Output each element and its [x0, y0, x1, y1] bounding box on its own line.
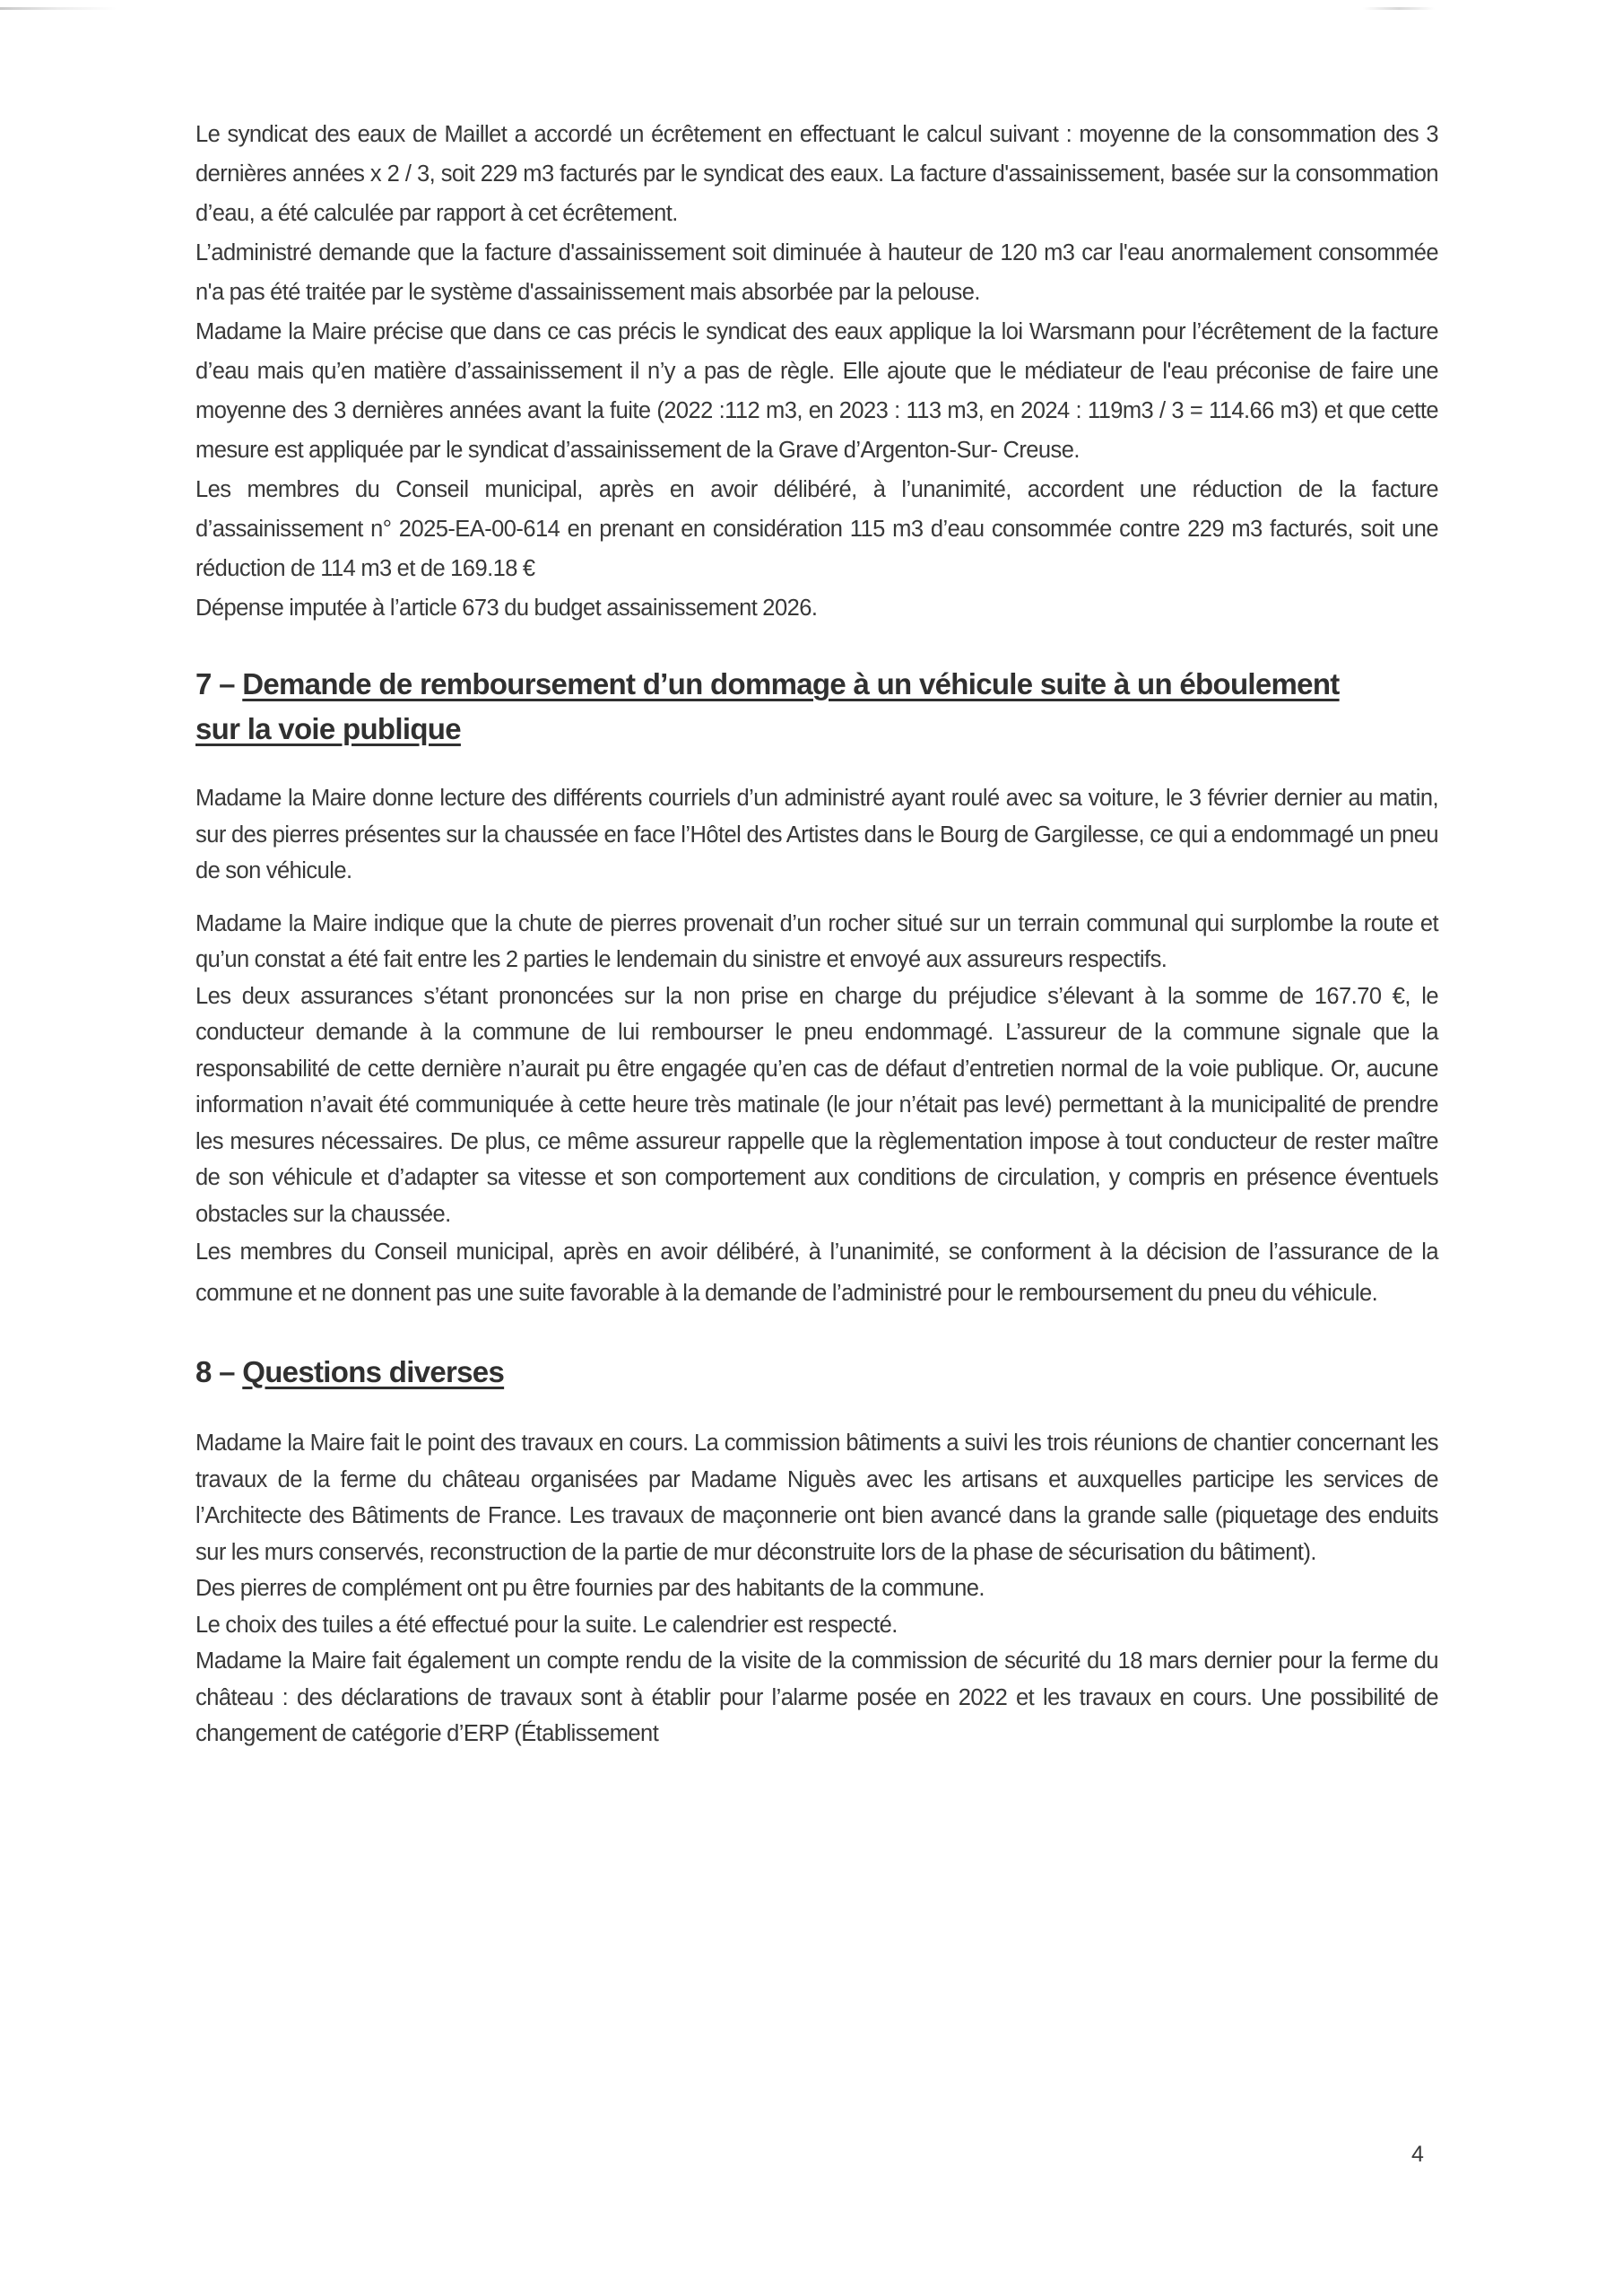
- paragraph-depense: Dépense imputée à l’article 673 du budget assainissement 2026.: [195, 596, 818, 621]
- page-number: 4: [1411, 2142, 1424, 2167]
- section-8-title: Questions diverses: [242, 1355, 505, 1388]
- paragraph-ecretement: Le syndicat des eaux de Maillet a accordé un écrêtement en effectuant le calcul suivant : moyenne de la consommation des 3 dernières années x 2 / 3, soit 229 m3 facturés par le syndicat des eaux. La facture d'assainissement, basée sur la consommation d’eau, a été calculée par rapport à cet écrêtement.: [195, 122, 1438, 226]
- paragraph-precision-maire: Madame la Maire précise que dans ce cas précis le syndicat des eaux applique la loi Warsmann pour l’écrêtement de la facture d’eau mais qu’en matière d’assainissement il n’y a pas de règle. Elle ajoute que le médiateur de l'eau préconise de faire une moyenne des 3 dernières années avant la fuite (2022 :112 m3, en 2023 : 113 m3, en 2024 : 119m3 / 3 = 114.66 m3) et que cette mesure est appliquée par le syndicat d’assainissement de la Grave d’Argenton-Sur- Creuse.: [195, 319, 1438, 463]
- section-8-number: 8 –: [195, 1355, 243, 1388]
- paragraph-assurances: Les deux assurances s’étant prononcées sur la non prise en charge du préjudice s’élevant à la somme de 167.70 €, le conducteur demande à la commune de lui rembourser le pneu endommagé. L’assureur de la commune signale que la responsabilité de cette dernière n’aurait pu être engagée qu’en cas de défaut d’entretien normal de la voie publique. Or, aucune information n’avait été communiquée à cette heure très matinale (le jour n’était pas levé) permettant à la municipalité de prendre les mesures nécessaires. De plus, ce même assureur rappelle que la règlementation impose à tout conducteur de rester maître de son véhicule et d’adapter sa vitesse et son comportement aux conditions de circulation, y compris en présence éventuels obstacles sur la chaussée.: [195, 983, 1438, 1227]
- scan-edge-artifact: [1363, 7, 1435, 10]
- paragraph-point-travaux: Madame la Maire fait le point des travaux en cours. La commission bâtiments a suivi les trois réunions de chantier concernant les travaux de la ferme du château organisées par Madame Niguès avec les artisans et auxquelles participe les services de l’Architecte des Bâtiments de France. Les travaux de maçonnerie ont bien avancé dans la grande salle (piquetage des enduits sur les murs conservés, reconstruction de la partie de mur déconstruite lors de la phase de sécurisation du bâtiment).: [195, 1431, 1438, 1565]
- section-7-body: [195, 780, 1438, 1314]
- section-8-heading: [195, 1350, 1438, 1395]
- paragraph-lecture-courriels: Madame la Maire donne lecture des différents courriels d’un administré ayant roulé avec sa voiture, le 3 février dernier au matin, sur des pierres présentes sur la chaussée en face l’Hôtel des Artistes dans le Bourg de Gargilesse, ce qui a endommagé un pneu de son véhicule.: [195, 786, 1438, 883]
- paragraph-commission-securite: Madame la Maire fait également un compte rendu de la visite de la commission de sécurité du 18 mars dernier pour la ferme du château : des déclarations de travaux sont à établir pour l’alarme posée en 2022 et les travaux en cours. Une possibilité de changement de catégorie d’ERP (Établissement: [195, 1648, 1438, 1746]
- paragraph-tuiles: Le choix des tuiles a été effectué pour la suite. Le calendrier est respecté.: [195, 1612, 898, 1638]
- paragraph-pierres-complement: Des pierres de complément ont pu être fournies par des habitants de la commune.: [195, 1576, 985, 1601]
- paragraph-deliberation-7: Les membres du Conseil municipal, après en avoir délibéré, à l’unanimité, se conforment à la décision de l’assurance de la commune et ne donnent pas une suite favorable à la demande de l’administré pour le remboursement du pneu du véhicule.: [195, 1239, 1438, 1306]
- paragraph-chute-pierres: Madame la Maire indique que la chute de pierres provenait d’un rocher situé sur un terrain communal qui surplombe la route et qu’un constat a été fait entre les 2 parties le lendemain du sinistre et envoyé aux assureurs respectifs.: [195, 910, 1438, 972]
- paragraph-deliberation: Les membres du Conseil municipal, après en avoir délibéré, à l’unanimité, accordent une réduction de la facture d’assainissement n° 2025-EA-00-614 en prenant en considération 115 m3 d’eau consommée contre 229 m3 facturés, soit une réduction de 114 m3 et de 169.18 €: [195, 477, 1438, 581]
- scan-edge-artifact: [0, 7, 117, 10]
- section-8-body: [195, 1425, 1438, 1752]
- document-page: [195, 115, 1438, 1752]
- intro-section: [195, 115, 1438, 628]
- section-7-title: Demande de remboursement d’un dommage à un véhicule suite à un éboulement sur la voie publique: [195, 667, 1340, 745]
- paragraph-demande-administre: L’administré demande que la facture d'assainissement soit diminuée à hauteur de 120 m3 car l'eau anormalement consommée n'a pas été traitée par le système d'assainissement mais absorbée par la pelouse.: [195, 240, 1438, 305]
- section-7-heading: [195, 662, 1361, 752]
- section-7-number: 7 –: [195, 667, 243, 700]
